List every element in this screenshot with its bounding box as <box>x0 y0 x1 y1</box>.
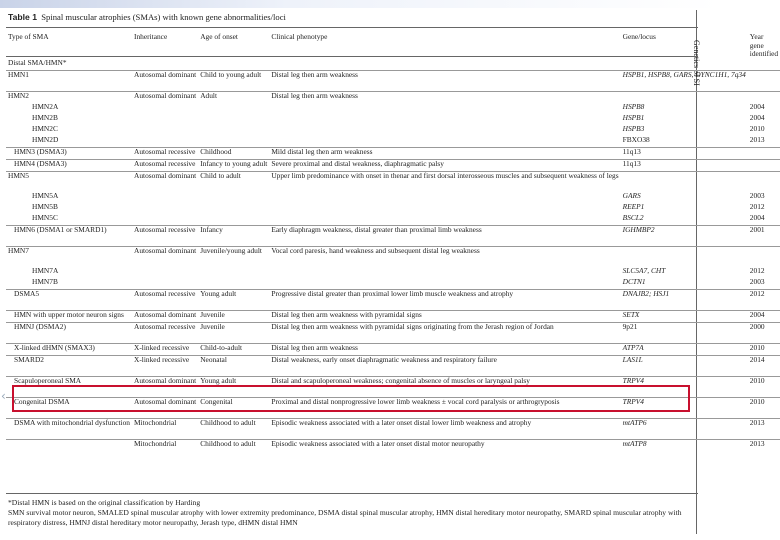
header-phenotype: Clinical phenotype <box>271 32 328 41</box>
table-row: HMN1 Autosomal dominant Child to young adult Distal leg then arm weakness HSPB1, HSPB8, GARS, DYNC1H1, 7q34 <box>6 70 780 91</box>
table-bottom-rule <box>6 493 698 494</box>
previous-arrow-icon[interactable]: ‹ <box>1 389 6 403</box>
table-top-rule <box>6 27 698 28</box>
table-footnote <box>8 498 698 528</box>
table-caption-text: Spinal muscular atrophies (SMAs) with known gene abnormalities/loci <box>41 12 286 22</box>
table-row: DSMA with mitochondrial dysfunction Mitochondrial Childhood to adult Episodic weakness associated with a later onset distal lower limb weakness and atrophy mtATP6 2013 <box>6 418 780 439</box>
table-row: HMN5 Autosomal dominant Child to adult Upper limb predominance with onset in thenar and first dorsal interosseous muscles and subsequent weakness of legs <box>6 171 780 192</box>
header-year: Year gene identified <box>749 32 779 59</box>
table-row-highlighted: SMARD2 X-linked recessive Neonatal Distal weakness, early onset diaphragmatic weakness and respiratory failure LAS1L 2014 <box>6 355 780 376</box>
table-row: Mitochondrial Childhood to adult Episodic weakness associated with a later onset distal motor neuropathy mtATP8 2013 <box>6 439 780 460</box>
table-row: HMN6 (DSMA1 or SMARD1) Autosomal recessive Infancy Early diaphragm weakness, distal greater than proximal limb weakness IGHMBP2 2001 <box>6 225 780 246</box>
header-onset: Age of onset <box>200 32 238 41</box>
footnote-line-1: *Distal HMN is based on the original classification by Harding <box>8 498 201 507</box>
table-row: HMN7 Autosomal dominant Juvenile/young adult Vocal cord paresis, hand weakness and subsequent distal leg weakness <box>6 246 780 267</box>
table-row: HMN5A GARS 2003 <box>32 190 765 200</box>
table-row: HMN4 (DSMA3) Autosomal recessive Infancy to young adult Severe proximal and distal weakness, diaphragmatic palsy 11q13 <box>6 159 780 171</box>
table-row: HMN2A HSPB8 2004 <box>32 101 765 111</box>
table-row: HMN5B REEP1 2012 <box>32 201 765 211</box>
slide-top-band <box>0 0 720 8</box>
header-type: Type of SMA <box>8 32 49 41</box>
document-page <box>6 10 779 534</box>
table-row: HMN2C HSPB3 2010 <box>32 123 765 133</box>
smard2-highlight-box <box>12 385 690 412</box>
table-row: HMN7A SLC5A7, CHT 2012 <box>32 265 765 275</box>
table-row: HMN5C BSCL2 2004 <box>32 212 765 222</box>
table-label: Table 1 <box>8 12 37 22</box>
table-row: HMN2 Autosomal dominant Adult Distal leg then arm weakness <box>6 91 780 103</box>
table-row: Distal SMA/HMN* <box>8 57 67 67</box>
table-row: HMN3 (DSMA3) Autosomal recessive Childhood Mild distal leg then arm weakness 11q13 <box>6 147 780 159</box>
footnote-line-2: SMN survival motor neuron, SMALED spinal muscular atrophy with lower extremity predominance, DSMA distal spinal muscular atrophy, HMN distal hereditary motor neuropathy, SMARD spinal muscular atrophy with respiratory distress, HMNJ distal hereditary motor neuropathy, Jerash type, dHMN distal HMN <box>8 508 682 527</box>
table-row: HMN2B HSPB1 2004 <box>32 112 765 122</box>
table-row: Congenital DSMA Autosomal dominant Congenital Proximal and distal nonprogressive lower limb weakness ± vocal cord paralysis or arthrogryposis TRPV4 2010 <box>6 397 780 418</box>
table-row: HMN7B DCTN1 2003 <box>32 276 765 286</box>
table-row: HMN with upper motor neuron signs Autosomal dominant Juvenile Distal leg then arm weakness with pyramidal signs SETX 2004 <box>6 310 780 322</box>
table-caption <box>8 12 286 22</box>
table-row: HMNJ (DSMA2) Autosomal recessive Juvenile Distal leg then arm weakness with pyramidal signs originating from the Jerash region of Jordan 9p21 2000 <box>6 322 780 343</box>
side-title: Genetics of SI <box>692 40 701 86</box>
table-row: X-linked dHMN (SMAX3) X-linked recessive Child-to-adult Distal leg then arm weakness ATP7A 2010 <box>6 343 780 355</box>
header-inheritance: Inheritance <box>134 32 168 41</box>
header-gene: Gene/locus <box>622 32 656 41</box>
table-row: HMN2D FBXO38 2013 <box>32 134 765 144</box>
table-row: Scapuloperoneal SMA Autosomal dominant Young adult Distal and scapuloperoneal weakness; congenital absence of muscles or laryngeal palsy TRPV4 2010 <box>6 376 780 397</box>
table-row: DSMA5 Autosomal recessive Young adult Progressive distal greater than proximal lower limb muscle weakness and atrophy DNAJB2; HSJ1 2012 <box>6 289 780 310</box>
table-header-row <box>6 31 780 59</box>
